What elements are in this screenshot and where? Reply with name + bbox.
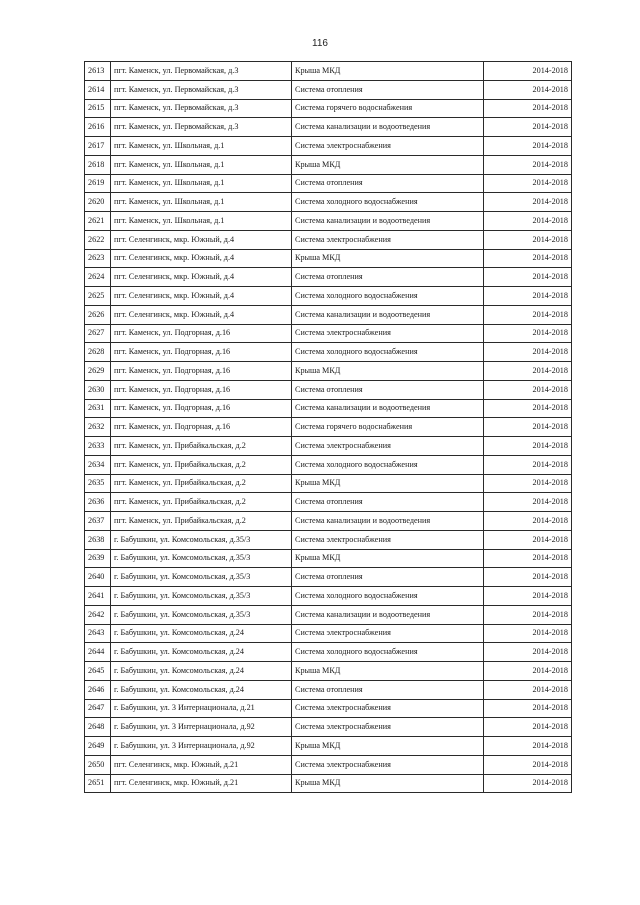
row-address: г. Бабушкин, ул. Комсомольская, д.24 — [111, 643, 292, 662]
row-number: 2624 — [85, 268, 111, 287]
table-row — [85, 249, 572, 268]
row-number: 2648 — [85, 718, 111, 737]
row-number: 2641 — [85, 587, 111, 606]
row-period: 2014-2018 — [484, 305, 572, 324]
row-system: Система электроснабжения — [292, 755, 484, 774]
table-row — [85, 755, 572, 774]
table-row — [85, 699, 572, 718]
table-row — [85, 305, 572, 324]
row-number: 2651 — [85, 774, 111, 793]
row-address: пгт. Селенгинск, мкр. Южный, д.21 — [111, 755, 292, 774]
row-period: 2014-2018 — [484, 587, 572, 606]
row-address: пгт. Селенгинск, мкр. Южный, д.4 — [111, 268, 292, 287]
table-row — [85, 643, 572, 662]
row-system: Система электроснабжения — [292, 530, 484, 549]
row-system: Система электроснабжения — [292, 230, 484, 249]
row-address: г. Бабушкин, ул. Комсомольская, д.35/3 — [111, 587, 292, 606]
table-row — [85, 99, 572, 118]
table-row — [85, 455, 572, 474]
row-system: Система отопления — [292, 568, 484, 587]
row-address: г. Бабушкин, ул. Комсомольская, д.35/3 — [111, 605, 292, 624]
row-period: 2014-2018 — [484, 380, 572, 399]
registry-rows — [85, 62, 572, 793]
row-system: Система холодного водоснабжения — [292, 343, 484, 362]
row-number: 2618 — [85, 155, 111, 174]
row-address: пгт. Каменск, ул. Школьная, д.1 — [111, 137, 292, 156]
table-row — [85, 62, 572, 81]
row-address: пгт. Каменск, ул. Первомайская, д.3 — [111, 62, 292, 81]
row-period: 2014-2018 — [484, 699, 572, 718]
row-address: пгт. Каменск, ул. Первомайская, д.3 — [111, 99, 292, 118]
row-address: пгт. Селенгинск, мкр. Южный, д.4 — [111, 287, 292, 306]
row-system: Крыша МКД — [292, 737, 484, 756]
row-period: 2014-2018 — [484, 343, 572, 362]
row-address: пгт. Селенгинск, мкр. Южный, д.4 — [111, 305, 292, 324]
table-row — [85, 680, 572, 699]
row-system: Система канализации и водоотведения — [292, 118, 484, 137]
row-period: 2014-2018 — [484, 399, 572, 418]
row-address: пгт. Каменск, ул. Подгорная, д.16 — [111, 362, 292, 381]
row-number: 2628 — [85, 343, 111, 362]
row-system: Система отопления — [292, 380, 484, 399]
row-period: 2014-2018 — [484, 474, 572, 493]
table-row — [85, 268, 572, 287]
row-period: 2014-2018 — [484, 230, 572, 249]
row-system: Система холодного водоснабжения — [292, 193, 484, 212]
row-system: Система канализации и водоотведения — [292, 399, 484, 418]
row-address: г. Бабушкин, ул. Комсомольская, д.35/3 — [111, 530, 292, 549]
row-period: 2014-2018 — [484, 62, 572, 81]
row-address: пгт. Каменск, ул. Прибайкальская, д.2 — [111, 512, 292, 531]
row-number: 2647 — [85, 699, 111, 718]
row-system: Система холодного водоснабжения — [292, 455, 484, 474]
row-address: г. Бабушкин, ул. 3 Интернационала, д.21 — [111, 699, 292, 718]
row-number: 2622 — [85, 230, 111, 249]
table-row — [85, 80, 572, 99]
row-period: 2014-2018 — [484, 362, 572, 381]
row-system: Крыша МКД — [292, 549, 484, 568]
row-number: 2649 — [85, 737, 111, 756]
row-system: Система горячего водоснабжения — [292, 99, 484, 118]
row-number: 2645 — [85, 662, 111, 681]
row-system: Система электроснабжения — [292, 324, 484, 343]
row-number: 2629 — [85, 362, 111, 381]
table-row — [85, 118, 572, 137]
row-number: 2615 — [85, 99, 111, 118]
table-row — [85, 549, 572, 568]
row-system: Система электроснабжения — [292, 718, 484, 737]
row-system: Система канализации и водоотведения — [292, 512, 484, 531]
table-row — [85, 212, 572, 231]
row-system: Система электроснабжения — [292, 624, 484, 643]
row-address: пгт. Селенгинск, мкр. Южный, д.4 — [111, 230, 292, 249]
row-system: Система электроснабжения — [292, 137, 484, 156]
row-number: 2635 — [85, 474, 111, 493]
row-address: пгт. Каменск, ул. Прибайкальская, д.2 — [111, 493, 292, 512]
row-system: Крыша МКД — [292, 662, 484, 681]
table-row — [85, 155, 572, 174]
table-row — [85, 474, 572, 493]
row-system: Система электроснабжения — [292, 699, 484, 718]
row-period: 2014-2018 — [484, 512, 572, 531]
row-number: 2627 — [85, 324, 111, 343]
row-address: пгт. Каменск, ул. Подгорная, д.16 — [111, 324, 292, 343]
row-system: Система отопления — [292, 174, 484, 193]
row-address: пгт. Каменск, ул. Первомайская, д.3 — [111, 80, 292, 99]
row-address: пгт. Каменск, ул. Прибайкальская, д.2 — [111, 474, 292, 493]
row-system: Крыша МКД — [292, 155, 484, 174]
row-number: 2640 — [85, 568, 111, 587]
row-system: Система холодного водоснабжения — [292, 587, 484, 606]
table-row — [85, 493, 572, 512]
table-row — [85, 193, 572, 212]
row-number: 2637 — [85, 512, 111, 531]
row-address: пгт. Каменск, ул. Подгорная, д.16 — [111, 418, 292, 437]
row-period: 2014-2018 — [484, 493, 572, 512]
row-address: пгт. Селенгинск, мкр. Южный, д.4 — [111, 249, 292, 268]
table-row — [85, 512, 572, 531]
row-number: 2621 — [85, 212, 111, 231]
row-number: 2644 — [85, 643, 111, 662]
row-period: 2014-2018 — [484, 680, 572, 699]
row-period: 2014-2018 — [484, 530, 572, 549]
table-row — [85, 418, 572, 437]
row-system: Система холодного водоснабжения — [292, 643, 484, 662]
row-number: 2636 — [85, 493, 111, 512]
row-address: пгт. Селенгинск, мкр. Южный, д.21 — [111, 774, 292, 793]
row-number: 2632 — [85, 418, 111, 437]
row-period: 2014-2018 — [484, 605, 572, 624]
row-system: Система канализации и водоотведения — [292, 605, 484, 624]
row-period: 2014-2018 — [484, 755, 572, 774]
row-address: пгт. Каменск, ул. Первомайская, д.3 — [111, 118, 292, 137]
row-period: 2014-2018 — [484, 287, 572, 306]
row-number: 2620 — [85, 193, 111, 212]
row-period: 2014-2018 — [484, 99, 572, 118]
row-period: 2014-2018 — [484, 662, 572, 681]
row-system: Крыша МКД — [292, 362, 484, 381]
row-period: 2014-2018 — [484, 174, 572, 193]
row-address: пгт. Каменск, ул. Школьная, д.1 — [111, 212, 292, 231]
row-address: пгт. Каменск, ул. Подгорная, д.16 — [111, 399, 292, 418]
table-row — [85, 287, 572, 306]
row-number: 2613 — [85, 62, 111, 81]
table-row — [85, 587, 572, 606]
row-system: Крыша МКД — [292, 774, 484, 793]
row-period: 2014-2018 — [484, 718, 572, 737]
page-number: 116 — [312, 38, 328, 49]
row-number: 2650 — [85, 755, 111, 774]
row-system: Система отопления — [292, 268, 484, 287]
row-number: 2626 — [85, 305, 111, 324]
row-period: 2014-2018 — [484, 118, 572, 137]
row-period: 2014-2018 — [484, 455, 572, 474]
row-period: 2014-2018 — [484, 137, 572, 156]
row-system: Система канализации и водоотведения — [292, 212, 484, 231]
row-number: 2642 — [85, 605, 111, 624]
row-system: Система горячего водоснабжения — [292, 418, 484, 437]
row-period: 2014-2018 — [484, 737, 572, 756]
table-row — [85, 324, 572, 343]
row-system: Крыша МКД — [292, 62, 484, 81]
row-system: Крыша МКД — [292, 474, 484, 493]
row-period: 2014-2018 — [484, 774, 572, 793]
table-row — [85, 343, 572, 362]
row-number: 2631 — [85, 399, 111, 418]
table-row — [85, 662, 572, 681]
table-row — [85, 605, 572, 624]
row-number: 2616 — [85, 118, 111, 137]
row-number: 2639 — [85, 549, 111, 568]
row-number: 2619 — [85, 174, 111, 193]
row-period: 2014-2018 — [484, 268, 572, 287]
registry-table — [84, 61, 572, 793]
table-row — [85, 737, 572, 756]
row-period: 2014-2018 — [484, 418, 572, 437]
row-system: Система отопления — [292, 493, 484, 512]
row-address: пгт. Каменск, ул. Школьная, д.1 — [111, 193, 292, 212]
table-row — [85, 774, 572, 793]
row-number: 2633 — [85, 437, 111, 456]
row-address: г. Бабушкин, ул. 3 Интернационала, д.92 — [111, 737, 292, 756]
row-system: Система канализации и водоотведения — [292, 305, 484, 324]
row-address: г. Бабушкин, ул. Комсомольская, д.24 — [111, 662, 292, 681]
row-period: 2014-2018 — [484, 193, 572, 212]
row-system: Система электроснабжения — [292, 437, 484, 456]
table-row — [85, 437, 572, 456]
row-number: 2625 — [85, 287, 111, 306]
table-row — [85, 230, 572, 249]
row-address: пгт. Каменск, ул. Подгорная, д.16 — [111, 380, 292, 399]
row-address: г. Бабушкин, ул. 3 Интернационала, д.92 — [111, 718, 292, 737]
table-row — [85, 362, 572, 381]
table-row — [85, 624, 572, 643]
table-row — [85, 380, 572, 399]
row-address: пгт. Каменск, ул. Подгорная, д.16 — [111, 343, 292, 362]
row-system: Система отопления — [292, 680, 484, 699]
row-period: 2014-2018 — [484, 643, 572, 662]
row-period: 2014-2018 — [484, 249, 572, 268]
row-period: 2014-2018 — [484, 549, 572, 568]
row-address: пгт. Каменск, ул. Прибайкальская, д.2 — [111, 455, 292, 474]
table-row — [85, 137, 572, 156]
row-number: 2643 — [85, 624, 111, 643]
row-number: 2617 — [85, 137, 111, 156]
row-system: Система холодного водоснабжения — [292, 287, 484, 306]
row-system: Система отопления — [292, 80, 484, 99]
row-number: 2646 — [85, 680, 111, 699]
row-address: г. Бабушкин, ул. Комсомольская, д.35/3 — [111, 549, 292, 568]
row-period: 2014-2018 — [484, 437, 572, 456]
table-row — [85, 174, 572, 193]
row-period: 2014-2018 — [484, 155, 572, 174]
row-address: г. Бабушкин, ул. Комсомольская, д.24 — [111, 680, 292, 699]
table-row — [85, 568, 572, 587]
row-period: 2014-2018 — [484, 212, 572, 231]
row-address: г. Бабушкин, ул. Комсомольская, д.24 — [111, 624, 292, 643]
row-address: пгт. Каменск, ул. Школьная, д.1 — [111, 174, 292, 193]
row-address: пгт. Каменск, ул. Прибайкальская, д.2 — [111, 437, 292, 456]
row-address: г. Бабушкин, ул. Комсомольская, д.35/3 — [111, 568, 292, 587]
table-row — [85, 718, 572, 737]
row-system: Крыша МКД — [292, 249, 484, 268]
row-number: 2630 — [85, 380, 111, 399]
row-period: 2014-2018 — [484, 624, 572, 643]
table-row — [85, 530, 572, 549]
row-number: 2614 — [85, 80, 111, 99]
row-period: 2014-2018 — [484, 324, 572, 343]
row-number: 2634 — [85, 455, 111, 474]
row-period: 2014-2018 — [484, 568, 572, 587]
row-address: пгт. Каменск, ул. Школьная, д.1 — [111, 155, 292, 174]
row-period: 2014-2018 — [484, 80, 572, 99]
row-number: 2623 — [85, 249, 111, 268]
row-number: 2638 — [85, 530, 111, 549]
table-row — [85, 399, 572, 418]
